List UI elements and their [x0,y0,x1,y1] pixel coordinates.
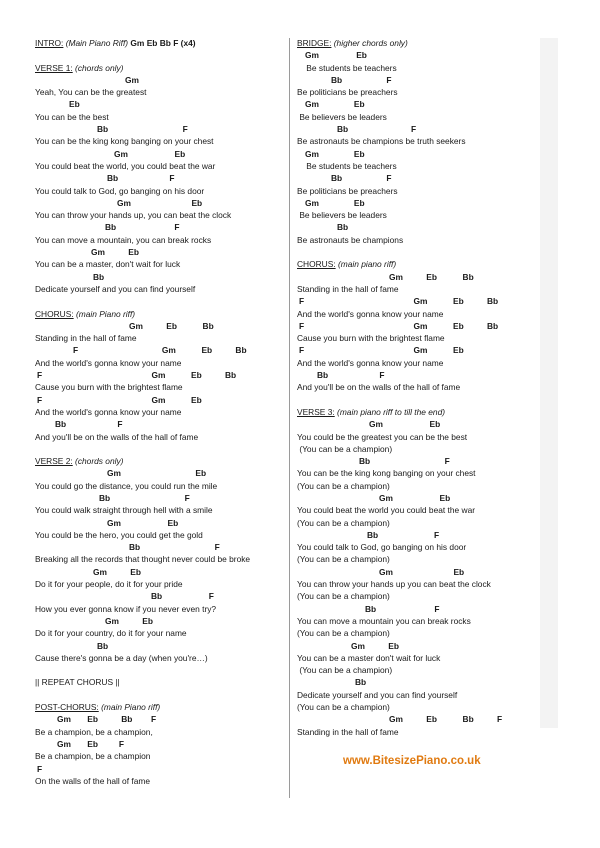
chord-line: Gm Eb [114,148,186,159]
lyric-line: Be astronauts be champions [297,234,404,245]
section-name: CHORUS: [297,259,336,270]
chord-line: Gm Eb Bb [389,271,474,282]
chord-line: F Gm Eb Bb [299,296,499,307]
blank-line [35,664,287,676]
lyric-line: And the world's gonna know your name [297,308,444,319]
section-note: (main Piano riff) [73,308,136,319]
chord-line: Bb F [359,456,450,467]
lyric-line: On the walls of the hall of fame [35,775,150,786]
lyric-line: You could go the distance, you could run the mile [35,480,218,491]
lyric-line: You can throw your hands up, you can beat the clock [35,210,232,221]
lyric-line: (You can be a champion) [297,443,393,454]
blank-line [35,443,287,455]
lyric-line: Be politicians be preachers [297,185,398,196]
chord-line: Bb F [107,173,175,184]
chord-line: Gm Eb [107,517,179,528]
lyric-line: You could beat the world you could beat the war [297,505,476,516]
chord-line: Bb F [105,222,180,233]
section-note: (Main Piano Riff) [63,38,131,48]
lyric-line: Cause you burn with the brightest flame [297,333,445,344]
lyric-line: Be students be teachers [297,62,397,73]
lyric-line: Breaking all the records that thought never could be broke [35,554,251,565]
chord-line: Gm Eb Bb F [389,714,503,725]
section-heading [35,308,287,320]
chord-line: Bb F [129,542,220,553]
chord-line: Bb F [99,492,190,503]
lyric-line: You could be the greatest you can be the best [297,431,468,442]
lyric-line: Cause there's gonna be a day (when you're…) [35,652,208,663]
chord-line: Gm Eb [305,99,365,110]
section-name: VERSE 1: [35,62,73,73]
chord-line: Gm Eb Bb F [57,714,157,725]
section-name: INTRO: [35,38,64,48]
lyric-line: You could talk to God, go banging on his door [297,542,467,553]
margin-shade [540,38,558,728]
chord-line: Gm Eb [105,615,153,626]
lyric-line: Standing in the hall of fame [297,726,399,737]
blank-line [35,689,287,701]
lyric-line: Yeah, You can be the greatest [35,87,147,98]
chord-line: F [37,763,43,774]
lyric-line: You can move a mountain you can break rocks [297,615,471,626]
chord-line: Gm Eb F [57,738,125,749]
lyric-line: Standing in the hall of fame [35,333,137,344]
chord-line: Gm Eb [305,50,367,61]
chord-line: F Gm Eb Bb [73,345,247,356]
section-heading [35,62,287,74]
lyric-line: Be politicians be preachers [297,87,398,98]
chord-line: Gm Eb [117,197,203,208]
chord-line: Gm Eb [351,640,399,651]
section-heading [297,37,540,49]
lyric-line: And the world's gonna know your name [297,357,444,368]
chord-line: Bb [337,222,349,233]
lyric-line: || REPEAT CHORUS || [35,677,120,688]
lyric-line: You could walk straight through hell with a smile [35,505,213,516]
lyric-line: You can be the king kong banging on your chest [35,136,214,147]
lyric-line: You could talk to God, go banging on his door [35,185,205,196]
lyric-line: Do it for your country, do it for your name [35,628,187,639]
chord-line: Gm [125,74,139,85]
lyric-line: And the world's gonna know your name [35,357,182,368]
lyric-line: Be students be teachers [297,160,397,171]
lyric-line: (You can be a champion) [297,702,390,713]
chord-line: Bb [93,271,105,282]
chord-line: F Gm Eb [37,394,202,405]
section-name: POST-CHORUS: [35,702,99,713]
section-name: VERSE 3: [297,406,335,417]
chord-line: Gm Eb [369,419,441,430]
section-heading [35,37,287,49]
lyric-line: Do it for your people, do it for your pride [35,579,183,590]
chord-line: Gm Eb [305,197,365,208]
lyric-line: And you'll be on the walls of the hall of fame [35,431,199,442]
lyric-line: Dedicate yourself and you can find yourself [297,689,458,700]
section-heading [297,406,540,418]
lyric-line: Be a champion, be a champion [35,751,151,762]
lyric-line: You can be the king kong banging on your chest [297,468,476,479]
blank-line [35,295,287,307]
chord-line: F Gm Eb Bb [37,370,237,381]
chord-line: Bb F [331,173,392,184]
chord-line: Gm Eb Bb [129,320,214,331]
lyric-line: Be believers be leaders [297,210,387,221]
section-heading [297,258,540,270]
lyric-line: You could be the hero, you could get the gold [35,529,203,540]
lyric-line: (You can be a champion) [297,554,390,565]
chord-line: Bb F [317,370,385,381]
chord-line: Eb [69,99,80,110]
chord-line: Gm Eb [305,148,365,159]
column-divider [289,38,290,798]
chord-line: Bb F [151,591,214,602]
lyric-line: (You can be a champion) [297,591,390,602]
lyric-line: You can be the best [35,111,109,122]
blank-line [297,394,540,406]
section-note: (higher chords only) [331,38,408,48]
chord-line: Bb F [337,124,417,135]
right-column [297,37,540,738]
chord-line: Bb F [97,124,188,135]
section-chords: Gm Eb Bb F (x4) [130,38,196,48]
lyric-line: You could beat the world, you could beat the war [35,160,216,171]
lyric-line: And the world's gonna know your name [35,406,182,417]
lyric-line: You can be a master don't wait for luck [297,652,441,663]
chord-line: Gm Eb [93,566,141,577]
lyric-line: You can be a master, don't wait for luck [35,259,181,270]
lyric-line: Dedicate yourself and you can find yourself [35,283,196,294]
chord-line: Bb F [365,603,440,614]
lyric-line: You can move a mountain, you can break rocks [35,234,212,245]
chord-line: Gm Eb [379,566,465,577]
blank-line [297,246,540,258]
lyric-line: And you'll be on the walls of the hall of fame [297,382,461,393]
lyric-line: Be believers be leaders [297,111,387,122]
chord-line: Gm Eb [91,247,139,258]
section-note: (chords only) [72,62,124,73]
chord-line: Bb [97,640,109,651]
blank-line [35,49,287,61]
section-note: (main piano riff to till the end) [334,406,446,417]
lyric-line: How you ever gonna know if you never even try? [35,603,217,614]
lyric-line: (You can be a champion) [297,517,390,528]
lyric-line: Be a champion, be a champion, [35,726,153,737]
lyric-line: Cause you burn with the brightest flame [35,382,183,393]
chord-line: Bb F [331,74,392,85]
chord-line: F Gm Eb Bb [299,320,499,331]
section-name: CHORUS: [35,308,74,319]
website-url[interactable]: www.BitesizePiano.co.uk [343,755,481,767]
lyric-line: (You can be a champion) [297,480,390,491]
left-column [35,37,287,787]
lyric-line: You can throw your hands up you can beat the clock [297,579,491,590]
chord-line: F Gm Eb [299,345,464,356]
chord-line: Bb F [367,529,440,540]
chord-line: Bb F [55,419,123,430]
lyric-line: (You can be a champion) [297,628,390,639]
section-note: (main Piano riff) [98,702,161,713]
chord-line: Bb [355,677,367,688]
lyric-line: (You can be a champion) [297,665,393,676]
section-name: VERSE 2: [35,456,73,467]
section-heading [35,701,287,713]
lyric-line: Standing in the hall of fame [297,283,399,294]
chord-line: Gm Eb [379,492,451,503]
section-note: (main piano riff) [335,259,397,270]
section-name: BRIDGE: [297,38,332,48]
lyric-line: Be astronauts be champions be truth seekers [297,136,466,147]
section-note: (chords only) [72,456,124,467]
section-heading [35,455,287,467]
chord-line: Gm Eb [107,468,207,479]
